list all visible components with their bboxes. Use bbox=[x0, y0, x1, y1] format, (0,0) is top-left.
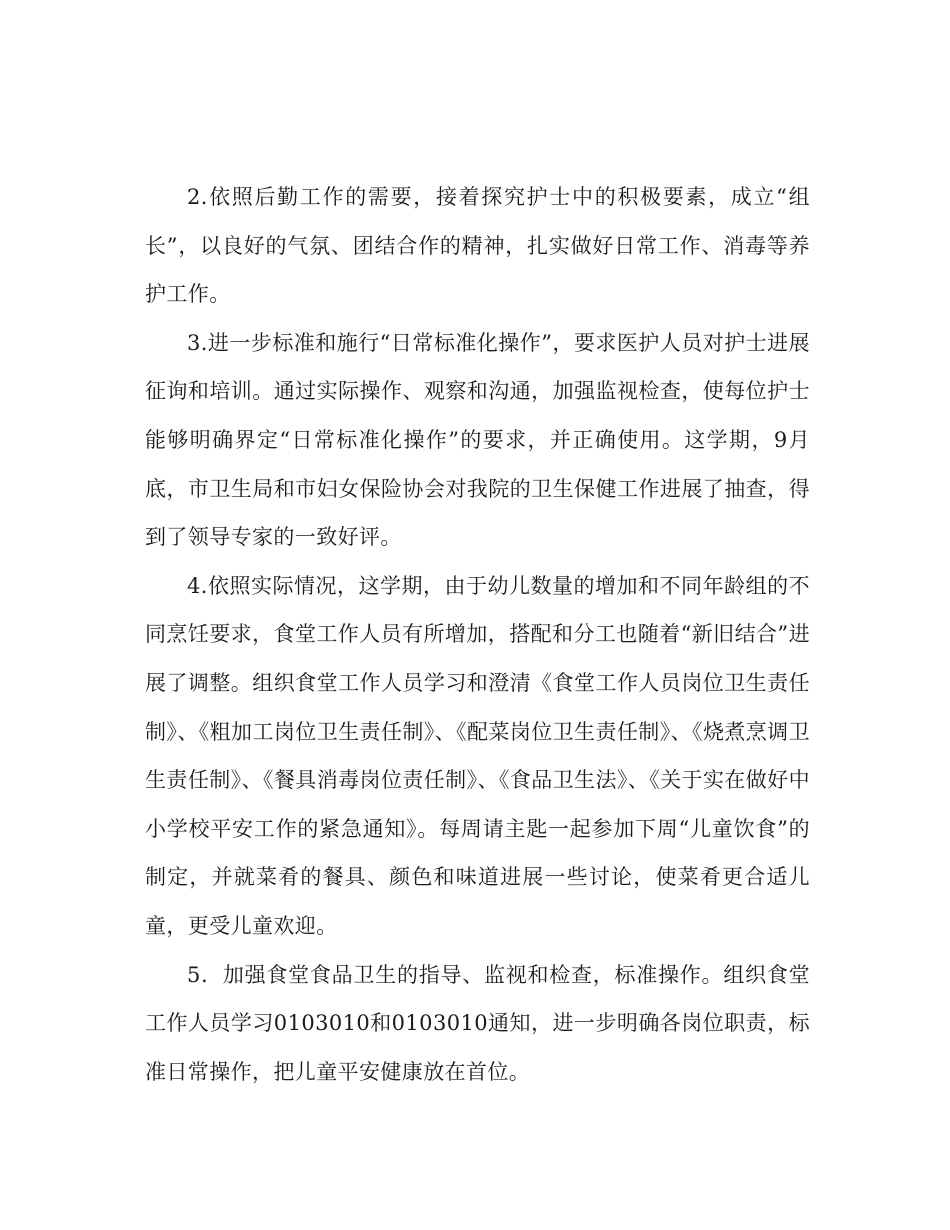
paragraph-4: 4.依照实际情况，这学期，由于幼儿数量的增加和不同年龄组的不同烹饪要求，食堂工作人员有所增加，搭配和分工也随着“新旧结合”进展了调整。组织食堂工作人员学习和澄清《食堂工作人员岗位卫生责任制》、《粗加工岗位卫生责任制》、《配菜岗位卫生责任制》、《烧煮烹调卫生责任制》、《餐具消毒岗位责任制》、《食品卫生法》、《关于实在做好中小学校平安工作的紧急通知》。每周请主匙一起参加下周“儿童饮食”的制定，并就菜肴的餐具、颜色和味道进展一些讨论，使菜肴更合适儿童，更受儿童欢迎。 bbox=[145, 573, 810, 938]
paragraph-5: 5．加强食堂食品卫生的指导、监视和检查，标准操作。组织食堂工作人员学习0103010和0103010通知，进一步明确各岗位职责，标准日常操作，把儿童平安健康放在首位。 bbox=[145, 962, 810, 1084]
paragraph-3: 3.进一步标准和施行“日常标准化操作”，要求医护人员对护士进展征询和培训。通过实际操作、观察和沟通，加强监视检查，使每位护士能够明确界定“日常标准化操作”的要求，并正确使用。这学期，9月底，市卫生局和市妇女保险协会对我院的卫生保健工作进展了抽查，得到了领导专家的一致好评。 bbox=[145, 330, 810, 550]
paragraph-2: 2.依照后勤工作的需要，接着探究护士中的积极要素，成立“组长”，以良好的气氛、团结合作的精神，扎实做好日常工作、消毒等养护工作。 bbox=[145, 185, 810, 307]
document-body bbox=[145, 173, 810, 1096]
